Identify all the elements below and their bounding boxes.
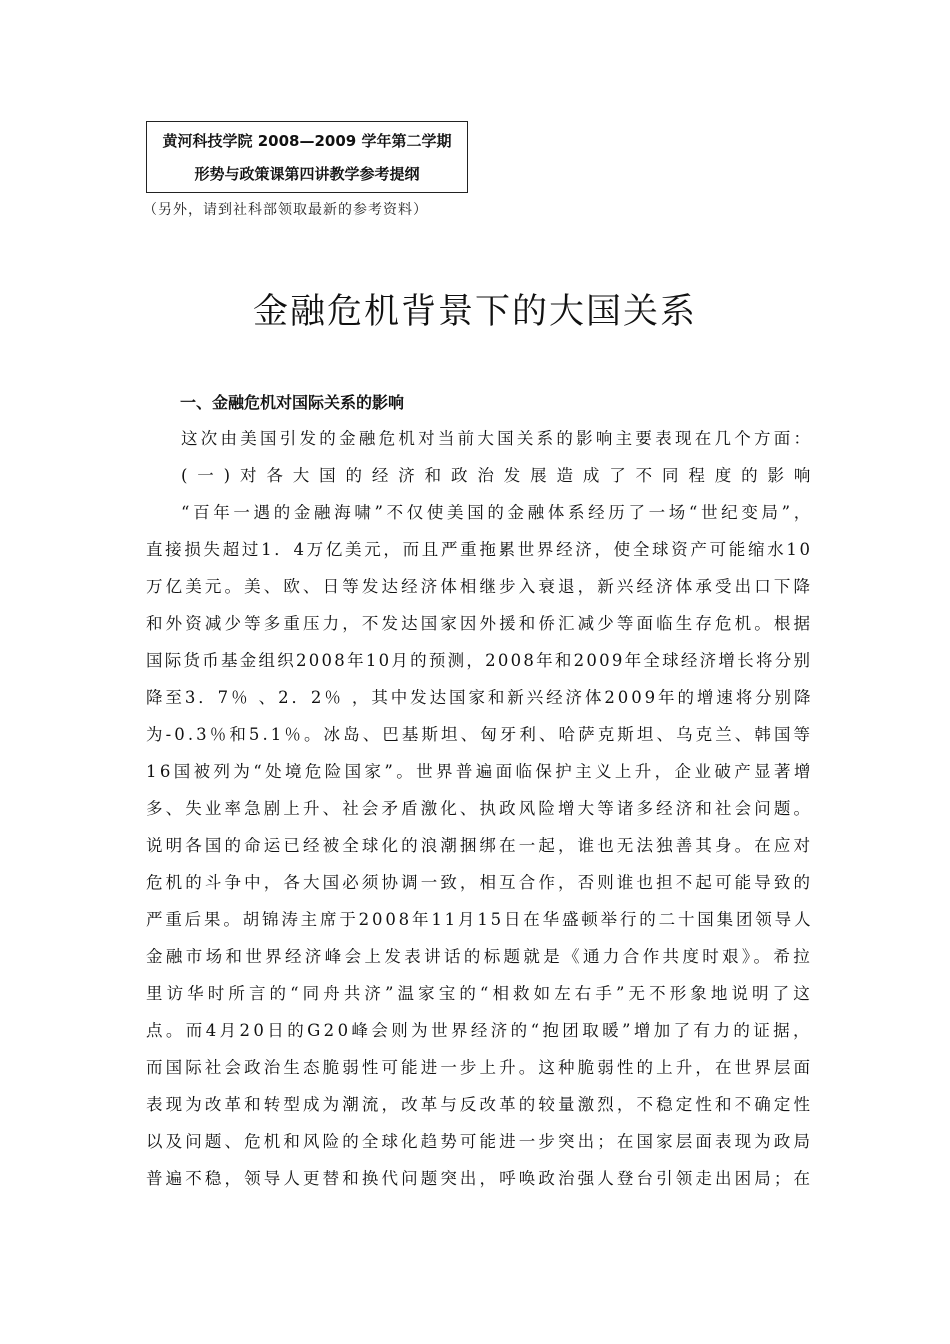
reference-note: （另外，请到社科部领取最新的参考资料） — [143, 202, 428, 218]
body-line: 里访华时所言的“同舟共济”温家宝的“相救如左右手”无不形象地说明了这 — [146, 984, 814, 1003]
body-line: 国际货币基金组织2008年10月的预测，2008年和2009年全球经济增长将分别 — [146, 651, 813, 670]
body-line: (一)对各大国的经济和政治发展造成了不同程度的影响 — [181, 466, 821, 485]
body-line: 这次由美国引发的金融危机对当前大国关系的影响主要表现在几个方面： — [181, 429, 814, 448]
body-line: 说明各国的命运已经被全球化的浪潮捆绑在一起，谁也无法独善其身。在应对 — [146, 836, 814, 855]
body-line: 点。而4月20日的G20峰会则为世界经济的“抱团取暖”增加了有力的证据， — [146, 1021, 813, 1040]
body-line: 降至3．7％ 、2．2％ ，其中发达国家和新兴经济体2009年的增速将分别降 — [146, 688, 814, 707]
course-header-line-2: 形势与政策课第四讲教学参考提纲 — [194, 165, 420, 183]
body-line: 为-0.3％和5.1％。冰岛、巴基斯坦、匈牙利、哈萨克斯坦、乌克兰、韩国等 — [146, 725, 814, 744]
body-line: 多、失业率急剧上升、社会矛盾激化、执政风险增大等诸多经济和社会问题。 — [146, 799, 814, 818]
body-line: 直接损失超过1．4万亿美元，而且严重拖累世界经济，使全球资产可能缩水10 — [146, 540, 813, 559]
body-line: 表现为改革和转型成为潮流，改革与反改革的较量激烈，不稳定性和不确定性 — [146, 1095, 814, 1114]
body-line: 普遍不稳，领导人更替和换代问题突出，呼唤政治强人登台引领走出困局；在 — [146, 1169, 814, 1188]
course-header-line-1: 黄河科技学院 2008—2009 学年第二学期 — [162, 132, 452, 150]
body-line: 和外资减少等多重压力，不发达国家因外援和侨汇减少等面临生存危机。根据 — [146, 614, 814, 633]
body-line: 危机的斗争中，各大国必须协调一致，相互合作，否则谁也担不起可能导致的 — [146, 873, 814, 892]
body-line: 严重后果。胡锦涛主席于2008年11月15日在华盛顿举行的二十国集团领导人 — [146, 910, 814, 929]
section-heading: 一、金融危机对国际关系的影响 — [180, 393, 405, 412]
body-line: 而国际社会政治生态脆弱性可能进一步上升。这种脆弱性的上升，在世界层面 — [146, 1058, 814, 1077]
body-line: 万亿美元。美、欧、日等发达经济体相继步入衰退，新兴经济体承受出口下降 — [146, 577, 814, 596]
body-line: 金融市场和世界经济峰会上发表讲话的标题就是《通力合作共度时艰》。希拉 — [146, 947, 814, 966]
document-title: 金融危机背景下的大国关系 — [252, 292, 697, 332]
body-line: 16国被列为“处境危险国家”。世界普遍面临保护主义上升，企业破产显著增 — [146, 762, 814, 781]
body-line: 以及问题、危机和风险的全球化趋势可能进一步突出；在国家层面表现为政局 — [146, 1132, 814, 1151]
course-header-box — [146, 121, 468, 193]
body-line: “百年一遇的金融海啸”不仅使美国的金融体系经历了一场“世纪变局”， — [181, 503, 814, 522]
